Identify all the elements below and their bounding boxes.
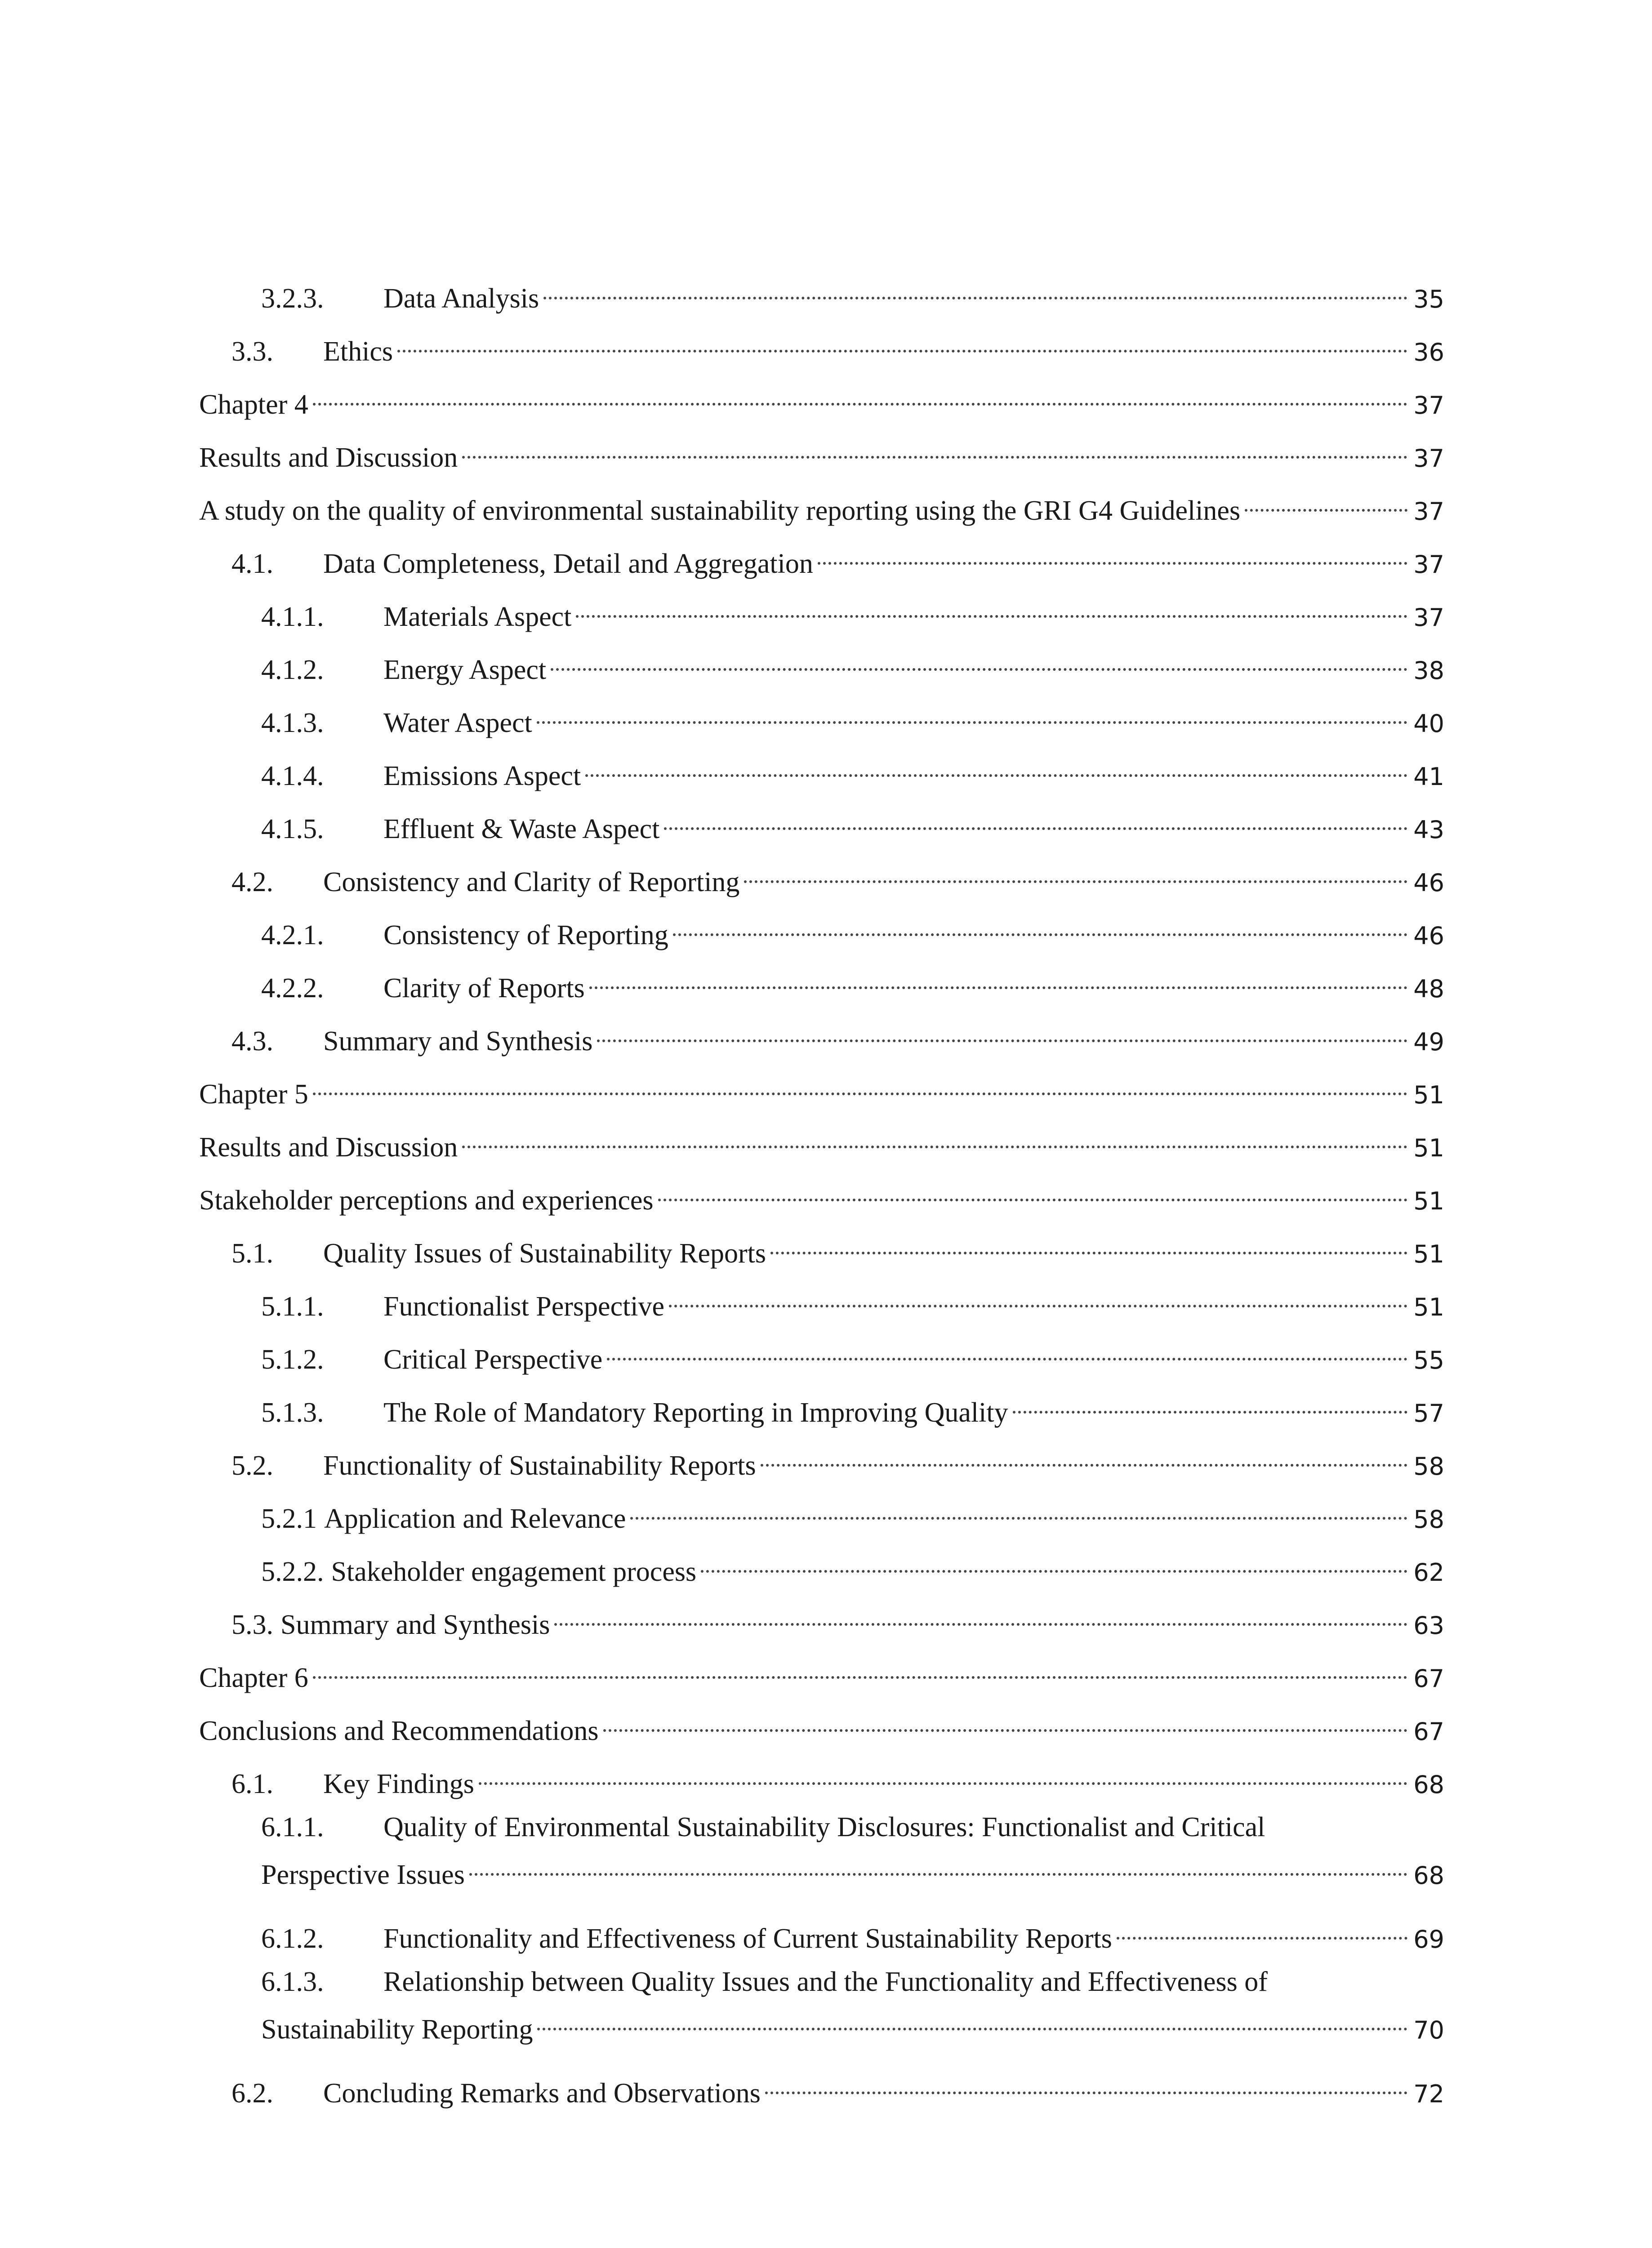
toc-entry-number: 3.2.3. — [261, 283, 324, 314]
toc-entry-number: 4.1.2. — [261, 655, 324, 685]
toc-entry-page: 68 — [1413, 1861, 1444, 1890]
toc-entry[interactable] — [199, 906, 1444, 950]
toc-entry-page: 37 — [1413, 550, 1444, 579]
toc-entry-title-continued: Sustainability Reporting — [261, 2014, 533, 2045]
dot-leader — [607, 1331, 1407, 1369]
toc-entry-title: Data Completeness, Detail and Aggregation — [323, 549, 813, 579]
toc-entry[interactable] — [199, 853, 1444, 897]
toc-entry-page: 57 — [1413, 1399, 1444, 1427]
toc-entry[interactable] — [199, 959, 1444, 1004]
dot-leader — [469, 1846, 1407, 1884]
toc-entry-title: Energy Aspect — [383, 655, 547, 685]
toc-entry-number: 6.2. — [232, 2078, 273, 2109]
toc-entry-title: Stakeholder perceptions and experiences — [199, 1185, 654, 1216]
toc-entry-title: Data Analysis — [383, 283, 539, 314]
toc-entry-title: Functionality of Sustainability Reports — [323, 1450, 756, 1481]
toc-entry-page: 41 — [1413, 763, 1444, 791]
toc-entry-number: 5.1.2. — [261, 1344, 324, 1375]
toc-entry[interactable] — [199, 270, 1444, 314]
toc-entry-number: 4.1.4. — [261, 761, 324, 791]
toc-entry[interactable] — [199, 800, 1444, 844]
toc-entry-page: 48 — [1413, 975, 1444, 1003]
dot-leader — [673, 906, 1407, 944]
dot-leader — [1245, 482, 1407, 520]
toc-entry-title: Functionalist Perspective — [383, 1291, 665, 1322]
dot-leader — [585, 747, 1407, 785]
toc-entry[interactable] — [199, 1963, 1444, 2049]
toc-entry-page: 58 — [1413, 1452, 1444, 1481]
dot-leader — [543, 270, 1407, 308]
toc-entry[interactable] — [199, 1331, 1444, 1375]
toc-entry-title: Summary and Synthesis — [323, 1026, 593, 1057]
toc-entry-page: 72 — [1413, 2080, 1444, 2108]
dot-leader — [554, 1596, 1407, 1634]
toc-entry-number: 5.2.1 — [261, 1503, 317, 1534]
dot-leader — [669, 1278, 1407, 1316]
dot-leader — [701, 1543, 1407, 1581]
toc-entry[interactable] — [199, 1490, 1444, 1534]
dot-leader — [603, 1702, 1407, 1740]
toc-entry[interactable] — [199, 323, 1444, 367]
toc-entry-number: 5.1. — [232, 1238, 273, 1269]
toc-entry-number: 4.1. — [232, 549, 273, 579]
toc-entry[interactable] — [199, 1702, 1444, 1746]
toc-entry-title: Summary and Synthesis — [281, 1610, 550, 1640]
toc-entry-number: 5.1.3. — [261, 1397, 324, 1428]
toc-entry[interactable] — [199, 1596, 1444, 1640]
toc-entry[interactable] — [199, 1543, 1444, 1587]
dot-leader — [537, 2001, 1407, 2038]
toc-entry[interactable] — [199, 588, 1444, 632]
toc-entry[interactable] — [199, 376, 1444, 420]
toc-entry[interactable] — [199, 1012, 1444, 1057]
toc-entry-page: 43 — [1413, 816, 1444, 844]
toc-entry-title: Application and Relevance — [324, 1503, 626, 1534]
toc-entry[interactable] — [199, 2065, 1444, 2109]
toc-entry-number: 5.1.1. — [261, 1291, 324, 1322]
toc-entry[interactable] — [199, 482, 1444, 526]
toc-entry[interactable] — [199, 1172, 1444, 1216]
table-of-contents — [199, 270, 1444, 2118]
toc-entry-page: 67 — [1413, 1717, 1444, 1746]
toc-entry-page: 36 — [1413, 338, 1444, 366]
toc-entry[interactable] — [199, 1384, 1444, 1428]
dot-leader — [313, 1066, 1407, 1103]
toc-entry-page: 38 — [1413, 656, 1444, 685]
toc-entry-number: 6.1.2. — [261, 1923, 324, 1954]
toc-entry-page: 46 — [1413, 869, 1444, 897]
toc-entry-page: 46 — [1413, 922, 1444, 950]
toc-entry-title: Emissions Aspect — [383, 761, 581, 791]
toc-entry[interactable] — [199, 694, 1444, 738]
toc-entry-title: Chapter 5 — [199, 1079, 308, 1110]
toc-entry[interactable] — [199, 1066, 1444, 1110]
toc-entry-page: 63 — [1413, 1611, 1444, 1640]
toc-entry-page: 37 — [1413, 391, 1444, 419]
toc-entry-page: 51 — [1413, 1081, 1444, 1109]
toc-entry-page: 70 — [1413, 2016, 1444, 2044]
toc-entry[interactable] — [199, 1225, 1444, 1269]
toc-entry-number: 5.3. — [232, 1610, 273, 1640]
toc-entry-title: Conclusions and Recommendations — [199, 1716, 599, 1746]
toc-entry-title: Results and Discussion — [199, 1132, 458, 1163]
toc-entry-title: Clarity of Reports — [383, 973, 585, 1004]
toc-entry-number: 4.2. — [232, 867, 273, 897]
dot-leader — [462, 429, 1407, 467]
toc-entry-number: 4.1.5. — [261, 814, 324, 844]
toc-entry-page: 35 — [1413, 285, 1444, 313]
toc-entry-page: 40 — [1413, 709, 1444, 738]
toc-entry-number: 4.1.1. — [261, 602, 324, 632]
toc-entry[interactable] — [199, 535, 1444, 579]
toc-entry-number: 4.2.2. — [261, 973, 324, 1004]
toc-entry-title: Materials Aspect — [383, 602, 572, 632]
toc-entry-page: 37 — [1413, 603, 1444, 632]
toc-entry-title-continued: Perspective Issues — [261, 1860, 465, 1890]
toc-entry-title: The Role of Mandatory Reporting in Improving Quality — [383, 1397, 1008, 1428]
dot-leader — [576, 588, 1407, 626]
toc-entry-title: Consistency and Clarity of Reporting — [323, 867, 740, 897]
toc-entry[interactable] — [199, 1755, 1444, 1799]
toc-entry-title: Consistency of Reporting — [383, 920, 668, 950]
toc-entry-title: Chapter 6 — [199, 1663, 308, 1693]
toc-entry-title: Functionality and Effectiveness of Current Sustainability Reports — [383, 1923, 1112, 1954]
toc-entry-page: 51 — [1413, 1134, 1444, 1162]
dot-leader — [770, 1225, 1407, 1262]
toc-entry-title: Concluding Remarks and Observations — [323, 2078, 761, 2109]
toc-entry[interactable] — [199, 1910, 1444, 1954]
toc-entry-page: 55 — [1413, 1346, 1444, 1374]
dot-leader — [462, 1119, 1407, 1156]
dot-leader — [537, 694, 1407, 732]
toc-entry-number: 6.1.3. — [261, 1967, 324, 1997]
dot-leader — [744, 853, 1407, 891]
dot-leader — [589, 959, 1407, 997]
toc-entry-number: 3.3. — [232, 336, 273, 367]
dot-leader — [313, 376, 1407, 414]
toc-entry-page: 58 — [1413, 1505, 1444, 1534]
toc-entry-title: Key Findings — [323, 1769, 474, 1799]
toc-entry-page: 37 — [1413, 497, 1444, 526]
dot-leader — [397, 323, 1407, 361]
toc-entry-title: Results and Discussion — [199, 442, 458, 473]
toc-entry-title: Critical Perspective — [383, 1344, 603, 1375]
toc-entry-page: 67 — [1413, 1664, 1444, 1693]
toc-entry-page: 49 — [1413, 1028, 1444, 1056]
dot-leader — [1013, 1384, 1407, 1422]
dot-leader — [551, 641, 1407, 679]
dot-leader — [761, 1437, 1407, 1475]
toc-entry[interactable] — [199, 1437, 1444, 1481]
dot-leader — [630, 1490, 1407, 1528]
toc-entry-page: 37 — [1413, 444, 1444, 473]
dot-leader — [664, 800, 1407, 838]
dot-leader — [597, 1012, 1407, 1050]
toc-entry-number: 4.3. — [232, 1026, 273, 1057]
toc-entry[interactable] — [199, 1119, 1444, 1163]
toc-entry[interactable] — [199, 747, 1444, 791]
toc-entry-title: Stakeholder engagement process — [331, 1557, 697, 1587]
toc-entry-page: 69 — [1413, 1925, 1444, 1954]
dot-leader — [658, 1172, 1407, 1209]
toc-entry[interactable] — [199, 429, 1444, 473]
toc-entry[interactable] — [199, 1649, 1444, 1693]
toc-entry-title: Ethics — [323, 336, 393, 367]
toc-entry[interactable] — [199, 1808, 1444, 1895]
toc-entry-page: 51 — [1413, 1187, 1444, 1215]
toc-entry-title: Water Aspect — [383, 708, 532, 738]
toc-entry[interactable] — [199, 1278, 1444, 1322]
toc-entry-number: 6.1. — [232, 1769, 273, 1799]
toc-entry-number: 4.1.3. — [261, 708, 324, 738]
dot-leader — [313, 1649, 1407, 1687]
toc-entry-title: Effluent & Waste Aspect — [383, 814, 660, 844]
dot-leader — [1117, 1910, 1407, 1948]
dot-leader — [765, 2065, 1407, 2102]
dot-leader — [479, 1755, 1407, 1793]
toc-entry-title: A study on the quality of environmental sustainability reporting using the GRI G4 Guidelines — [199, 495, 1241, 526]
toc-entry-number: 6.1.1. — [261, 1812, 324, 1842]
toc-entry-title: Quality of Environmental Sustainability Disclosures: Functionalist and Critical — [383, 1812, 1265, 1842]
toc-entry-page: 62 — [1413, 1558, 1444, 1587]
toc-entry-page: 68 — [1413, 1771, 1444, 1799]
toc-entry-number: 5.2. — [232, 1450, 273, 1481]
toc-entry[interactable] — [199, 641, 1444, 685]
toc-entry-number: 4.2.1. — [261, 920, 324, 950]
toc-entry-page: 51 — [1413, 1293, 1444, 1321]
dot-leader — [818, 535, 1407, 573]
toc-entry-title: Quality Issues of Sustainability Reports — [323, 1238, 766, 1269]
toc-entry-title: Chapter 4 — [199, 389, 308, 420]
toc-entry-title: Relationship between Quality Issues and the Functionality and Effectiveness of — [383, 1967, 1268, 1997]
toc-entry-page: 51 — [1413, 1240, 1444, 1268]
toc-entry-number: 5.2.2. — [261, 1557, 324, 1587]
